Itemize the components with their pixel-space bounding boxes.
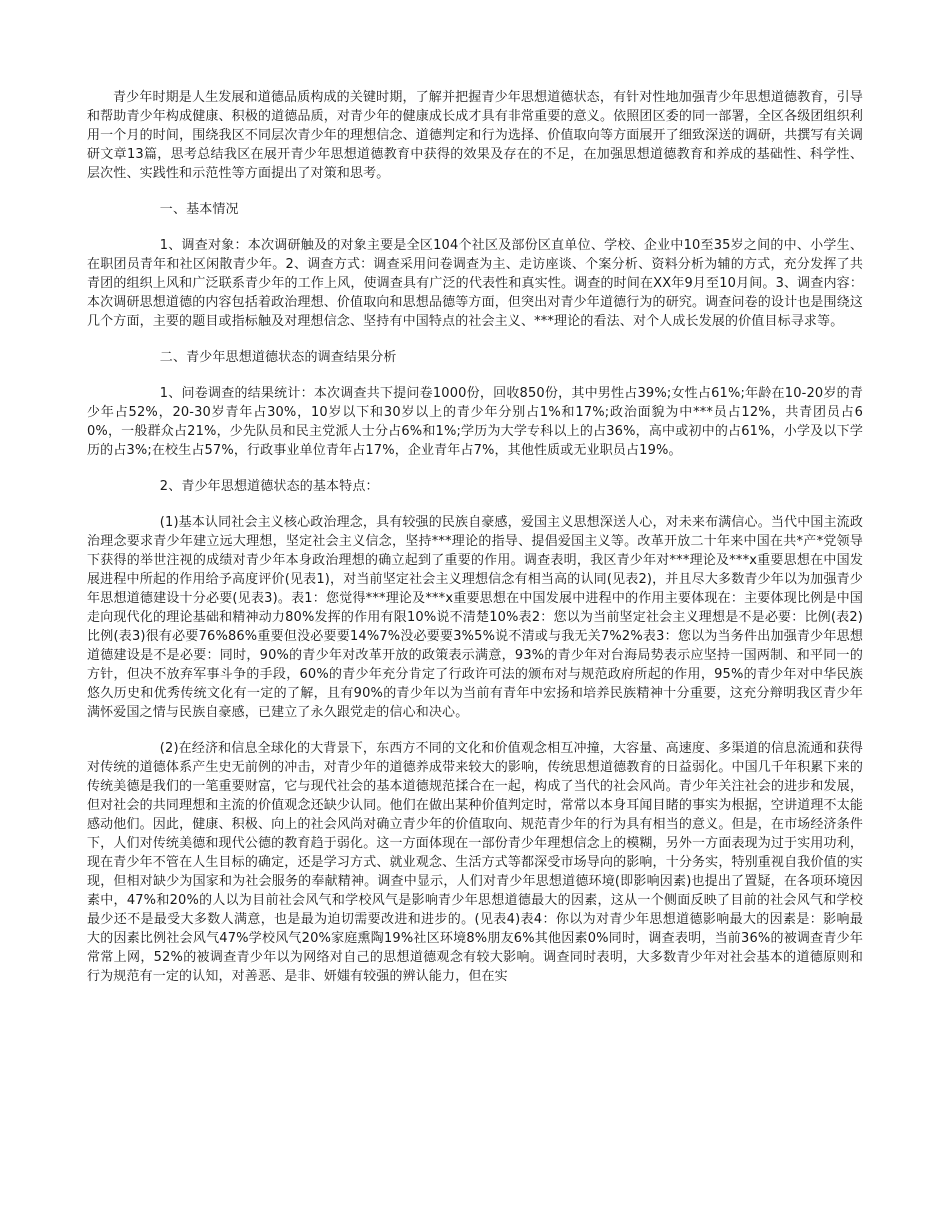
document-body bbox=[87, 88, 863, 986]
section-heading-basic-situation: 一、基本情况 bbox=[159, 202, 239, 217]
section-heading-survey-results: 二、青少年思想道德状态的调查结果分析 bbox=[159, 350, 397, 365]
questionnaire-statistics-paragraph: 1、问卷调查的结果统计：本次调查共下提问卷1000份，回收850份，其中男性占39%;女性占61%;年龄在10-20岁的青少年占52%，20-30岁青年占30%，10岁以下和30岁以上的青少年分别占1%和17%;政治面貌为中***员占12%，共青团员占60%，一般群众占21%，少先队员和民主党派人士分占6%和1%;学历为大学专科以上的占36%，高中或初中的占61%，小学及以下学历的占3%;在校生占57%，行政事业单位青年占17%，企业青年占7%，其他性质或无业职员占19%。 bbox=[87, 386, 863, 458]
subsection-heading-basic-features: 2、青少年思想道德状态的基本特点： bbox=[159, 479, 379, 494]
survey-overview-paragraph: 1、调查对象：本次调研触及的对象主要是全区104个社区及部份区直单位、学校、企业中10至35岁之间的中、小学生、在职团员青年和社区闲散青少年。2、调查方式：调查采用问卷调查为主、走访座谈、个案分析、资料分析为辅的方式，充分发挥了共青团的组织上风和广泛联系青少年的工作上风，使调查具有广泛的代表性和真实性。调查的时间在XX年9月至10月间。3、调查内容：本次调研思想道德的内容包括着政治理想、价值取向和思想品德等方面，但突出对青少年道德行为的研究。调查问卷的设计也是围绕这几个方面，主要的题目或指标触及对理想信念、坚持有中国特点的社会主义、***理论的看法、对个人成长发展的价值目标寻求等。 bbox=[87, 238, 863, 329]
feature-point-1-paragraph: (1)基本认同社会主义核心政治理念，具有较强的民族自豪感，爱国主义思想深送人心，对未来布满信心。当代中国主流政治理念要求青少年建立远大理想，坚定社会主义信念，坚持***理论的指导、提倡爱国主义等。改革开放二十年来中国在共*产*党领导下获得的举世注视的成绩对青少年本身政治理想的确立起到了重要的作用。调查表明，我区青少年对***理论及***x重要思想在中国发展进程中所起的作用给予高度评价(见表1)，对当前坚定社会主义理想信念有相当高的认同(见表2)，并且尽大多数青少年以为加强青少年思想道德建设十分必要(见表3)。表1：您觉得***理论及***x重要思想在中国发展中进程中的作用主要体现在：主要体现比例是中国走向现代化的理论基础和精神动力80%发挥的作用有限10%说不清楚10%表2：您以为当前坚定社会主义理想是不是必要：比例(表2)比例(表3)很有必要76%86%重要但没必要要14%7%没必要要3%5%说不清或与我无关7%2%表3：您以为当务件出加强青少年思想道德建设是不是必要：同时，90%的青少年对改革开放的政策表示满意，93%的青少年对台海局势表示应坚持一国两制、和平同一的方针，但决不放弃军事斗争的手段，60%的青少年充分肯定了行政许可法的颁布对与规范政府所起的作用，95%的青少年对中华民族悠久历史和优秀传统文化有一定的了解，且有90%的青少年以为当前有青年中宏扬和培养民族精神十分重要，这充分辩明我区青少年满怀爱国之情与民族自豪感，已建立了永久跟党走的信心和决心。 bbox=[87, 515, 863, 720]
intro-paragraph: 青少年时期是人生发展和道德品质构成的关键时期，了解并把握青少年思想道德状态，有针对性地加强青少年思想道德教育，引导和帮助青少年构成健康、积极的道德品质，对青少年的健康成长成才具有非常重要的意义。依照团区委的同一部署，全区各级团组织利用一个月的时间，围绕我区不同层次青少年的理想信念、道德判定和行为选择、价值取向等方面展开了细致深送的调研，共撰写有关调研文章13篇，思考总结我区在展开青少年思想道德教育中获得的效果及存在的不足，在加强思想道德教育和养成的基础性、科学性、层次性、实践性和示范性等方面提出了对策和思考。 bbox=[87, 90, 863, 181]
feature-point-2-paragraph: (2)在经济和信息全球化的大背景下，东西方不同的文化和价值观念相互冲撞，大容量、高速度、多渠道的信息流通和获得对传统的道德体系产生史无前例的冲击，对青少年的道德养成带来较大的影响，传统思想道德教育的日益弱化。中国几千年积累下来的传统美德是我们的一笔重要财富，它与现代社会的基本道德规范揉合在一起，构成了当代的社会风尚。青少年关注社会的进步和发展，但对社会的共同理想和主流的价值观念还缺少认同。他们在做出某种价值判定时，常常以本身耳闻目睹的事实为根据，空讲道理不太能感动他们。因此，健康、积极、向上的社会风尚对确立青少年的价值取向、规范青少年的行为具有相当的意义。但是，在市场经济条件下，人们对传统美德和现代公德的教育趋于弱化。这一方面体现在一部份青少年理想信念上的模糊，另外一方面表现为过于实用功利，现在青少年不管在人生目标的确定，还是学习方式、就业观念、生活方式等都深受市场导向的影响，十分务实，特别重视自我价值的实现，但相对缺少为国家和为社会服务的奉献精神。调查中显示，人们对青少年思想道德环境(即影响因素)也提出了置疑，在各项环境因素中，47%和20%的人以为目前社会风气和学校风气是影响青少年思想道德最大的因素，这从一个侧面反映了目前的社会风气和学校最少还不是最受大多数人满意，也是最为迫切需要改进和进步的。(见表4)表4：你以为对青少年思想道德影响最大的因素是：影响最大的因素比例社会风气47%学校风气20%家庭熏陶19%社区环境8%朋友6%其他因素0%同时，调查表明，当前36%的被调查青少年常常上网，52%的被调查青少年以为网络对自己的思想道德观念有较大影响。调查同时表明，大多数青少年对社会基本的道德原则和行为规范有一定的认知，对善恶、是非、妍媸有较强的辨认能力，但在实 bbox=[87, 741, 863, 984]
